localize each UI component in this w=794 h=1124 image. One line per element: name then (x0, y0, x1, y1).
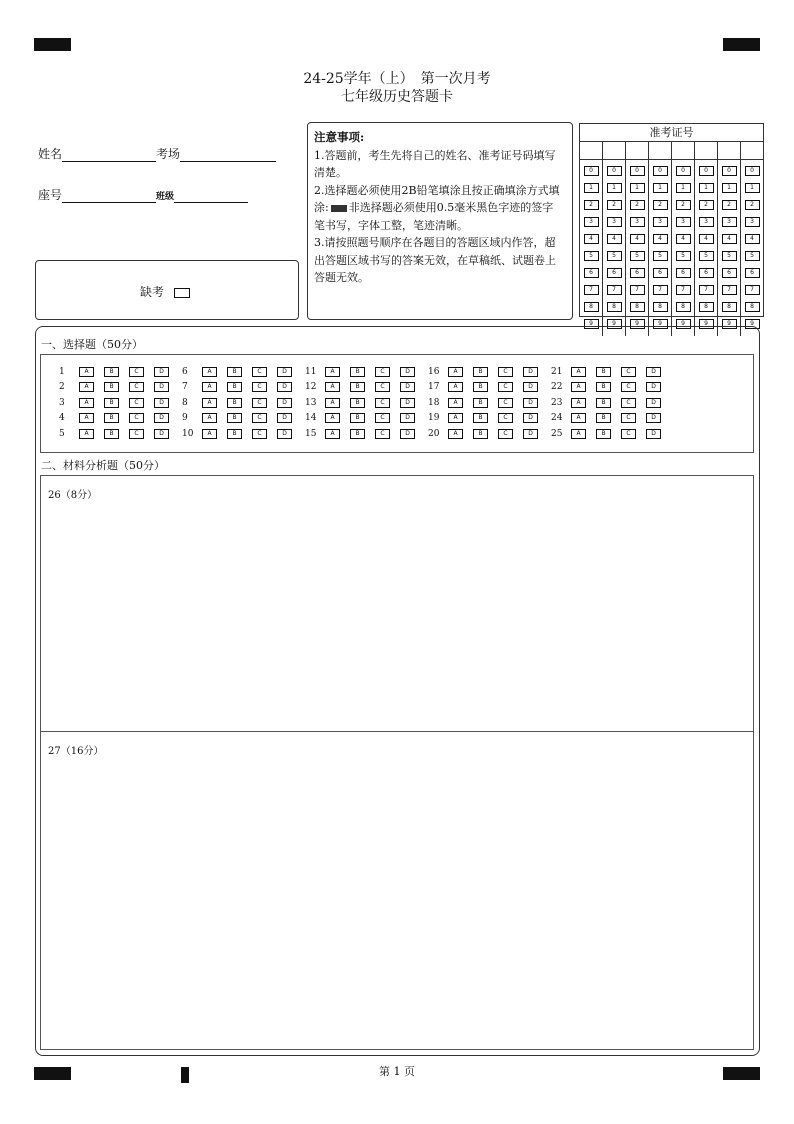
ticket-digit-bubble[interactable]: 2 (630, 200, 645, 210)
mc-option-bubble[interactable]: B (596, 398, 611, 408)
notice-item-2 (314, 182, 564, 235)
notice-item-2-after: 非选择题必须使用0.5毫米黑色字迹的签字笔书写，字体工整，笔迹清晰。 (314, 201, 554, 232)
mc-option-bubble[interactable]: B (104, 367, 119, 377)
mc-option-bubble[interactable]: D (523, 382, 538, 392)
mc-option-bubble[interactable]: D (646, 429, 661, 439)
ticket-write-cell[interactable] (580, 142, 603, 159)
mc-question-row (59, 398, 179, 408)
mc-option-bubble[interactable]: A (202, 367, 217, 377)
ticket-digit-bubble[interactable]: 8 (607, 302, 622, 312)
mc-option-bubble[interactable]: C (375, 398, 390, 408)
mc-question-number: 2 (59, 382, 65, 392)
ticket-digit-bubble[interactable]: 0 (699, 166, 714, 176)
mc-question-row (551, 367, 671, 377)
mc-option-bubble[interactable]: D (400, 382, 415, 392)
ticket-digit-bubble[interactable]: 7 (699, 285, 714, 295)
ticket-digit-bubble[interactable]: 9 (699, 319, 714, 329)
mc-question-row (428, 429, 548, 439)
mc-question-number: 12 (305, 382, 317, 392)
seat-row (38, 186, 248, 203)
mc-question-row (59, 367, 179, 377)
absent-checkbox[interactable] (174, 288, 190, 298)
mc-question-number: 8 (182, 398, 188, 408)
ticket-digit-bubble[interactable]: 3 (745, 217, 760, 227)
ticket-digit-bubble[interactable]: 6 (653, 268, 668, 278)
ticket-digit-bubble[interactable]: 1 (745, 183, 760, 193)
ticket-digit-bubble[interactable]: 1 (676, 183, 691, 193)
ticket-digit-bubble[interactable]: 0 (584, 166, 599, 176)
ticket-digit-bubble[interactable]: 2 (607, 200, 622, 210)
mc-question-number: 19 (428, 413, 440, 423)
ticket-digit-bubble[interactable]: 3 (607, 217, 622, 227)
mc-question-row (551, 429, 671, 439)
mc-option-bubble[interactable]: A (325, 429, 340, 439)
mc-option-bubble[interactable]: D (523, 398, 538, 408)
seat-label: 座号 (38, 188, 63, 202)
mc-option-bubble[interactable]: B (227, 413, 242, 423)
question-27-label: 27（16分） (48, 746, 104, 757)
ticket-digit-bubble[interactable]: 0 (607, 166, 622, 176)
mc-option-bubble[interactable]: B (104, 398, 119, 408)
title-line-2: 七年级历史答题卡 (341, 89, 453, 105)
multiple-choice-area (40, 354, 754, 453)
mc-option-bubble[interactable]: C (252, 429, 267, 439)
ticket-digit-bubble[interactable]: 5 (630, 251, 645, 261)
ticket-digit-bubble[interactable]: 7 (630, 285, 645, 295)
ticket-digit-bubble[interactable]: 3 (653, 217, 668, 227)
ticket-digit-columns (580, 160, 763, 336)
mc-option-bubble[interactable]: B (350, 367, 365, 377)
mc-option-bubble[interactable]: D (646, 413, 661, 423)
mc-option-bubble[interactable]: A (202, 398, 217, 408)
ticket-digit-bubble[interactable]: 5 (676, 251, 691, 261)
mc-option-bubble[interactable]: B (473, 429, 488, 439)
mc-option-bubble[interactable]: A (79, 429, 94, 439)
mc-option-bubble[interactable]: D (400, 398, 415, 408)
ticket-digit-bubble[interactable]: 0 (676, 166, 691, 176)
mc-option-bubble[interactable]: C (498, 413, 513, 423)
mc-option-bubble[interactable]: B (350, 413, 365, 423)
mc-question-number: 18 (428, 398, 440, 408)
mc-question-row (551, 382, 671, 392)
mc-option-bubble[interactable]: C (621, 382, 636, 392)
mc-option-bubble[interactable]: B (596, 367, 611, 377)
ticket-digit-bubble[interactable]: 7 (584, 285, 599, 295)
mc-question-number: 9 (182, 413, 188, 423)
absent-panel (35, 260, 299, 320)
mc-option-bubble[interactable]: A (202, 382, 217, 392)
mc-question-number: 17 (428, 382, 440, 392)
mc-option-bubble[interactable]: A (325, 413, 340, 423)
ticket-digit-bubble[interactable]: 7 (745, 285, 760, 295)
mc-option-bubble[interactable]: B (596, 382, 611, 392)
mc-option-bubble[interactable]: A (571, 382, 586, 392)
page-number: 第 1 页 (379, 1065, 415, 1078)
ticket-digit-bubble[interactable]: 6 (584, 268, 599, 278)
mc-question-row (59, 382, 179, 392)
title-line-1: 24-25学年（上） 第一次月考 (303, 71, 491, 87)
mc-question-number: 4 (59, 413, 65, 423)
mc-option-bubble[interactable]: B (350, 429, 365, 439)
mc-option-bubble[interactable]: C (375, 382, 390, 392)
registration-mark-top-right (723, 38, 760, 51)
ticket-digit-bubble[interactable]: 1 (653, 183, 668, 193)
ticket-digit-bubble[interactable]: 3 (722, 217, 737, 227)
ticket-digit-bubble[interactable]: 7 (653, 285, 668, 295)
mc-question-number: 7 (182, 382, 188, 392)
mc-question-number: 25 (551, 429, 563, 439)
ticket-digit-bubble[interactable]: 1 (584, 183, 599, 193)
mc-option-bubble[interactable]: A (448, 398, 463, 408)
ticket-digit-bubble[interactable]: 8 (722, 302, 737, 312)
ticket-digit-bubble[interactable]: 8 (676, 302, 691, 312)
mc-question-number: 13 (305, 398, 317, 408)
exam-room-label: 考场 (156, 147, 181, 161)
mc-option-bubble[interactable]: D (646, 367, 661, 377)
ticket-digit-bubble[interactable]: 4 (699, 234, 714, 244)
ticket-digit-bubble[interactable]: 3 (584, 217, 599, 227)
mc-option-bubble[interactable]: D (154, 429, 169, 439)
ticket-digit-bubble[interactable]: 6 (630, 268, 645, 278)
mc-question-row (182, 429, 302, 439)
mc-option-bubble[interactable]: A (202, 413, 217, 423)
answer-area-27[interactable] (40, 731, 754, 1050)
mc-question-number: 16 (428, 367, 440, 377)
mc-option-bubble[interactable]: B (473, 382, 488, 392)
mc-option-bubble[interactable]: B (350, 382, 365, 392)
mc-option-bubble[interactable]: C (621, 367, 636, 377)
ticket-write-cell[interactable] (718, 142, 741, 159)
mc-option-bubble[interactable]: D (277, 413, 292, 423)
mc-option-bubble[interactable]: C (498, 429, 513, 439)
mc-question-row (59, 429, 179, 439)
mc-question-row (305, 367, 425, 377)
section1-label: 一、选择题（50分） (41, 338, 143, 351)
mc-option-bubble[interactable]: C (375, 367, 390, 377)
ticket-digit-column (580, 160, 603, 336)
mc-option-bubble[interactable]: B (104, 429, 119, 439)
mc-option-bubble[interactable]: D (523, 429, 538, 439)
ticket-digit-column (695, 160, 718, 336)
mc-option-bubble[interactable]: C (129, 429, 144, 439)
mc-option-bubble[interactable]: D (277, 398, 292, 408)
notice-panel (307, 122, 573, 320)
mc-option-bubble[interactable]: C (129, 367, 144, 377)
ticket-digit-bubble[interactable]: 6 (607, 268, 622, 278)
ticket-digit-bubble[interactable]: 5 (699, 251, 714, 261)
mc-option-bubble[interactable]: B (596, 413, 611, 423)
ticket-digit-bubble[interactable]: 4 (607, 234, 622, 244)
ticket-digit-column (626, 160, 649, 336)
ticket-digit-bubble[interactable]: 4 (584, 234, 599, 244)
ticket-digit-column (603, 160, 626, 336)
seat-field[interactable] (62, 190, 156, 203)
ticket-digit-bubble[interactable]: 3 (630, 217, 645, 227)
mc-option-bubble[interactable]: C (621, 429, 636, 439)
ticket-digit-bubble[interactable]: 1 (607, 183, 622, 193)
ticket-digit-bubble[interactable]: 2 (653, 200, 668, 210)
mc-question-row (551, 413, 671, 423)
ticket-digit-bubble[interactable]: 9 (676, 319, 691, 329)
mc-option-bubble[interactable]: C (375, 413, 390, 423)
ticket-digit-bubble[interactable]: 8 (699, 302, 714, 312)
ticket-digit-bubble[interactable]: 7 (722, 285, 737, 295)
mc-question-row (59, 413, 179, 423)
mc-option-bubble[interactable]: C (129, 398, 144, 408)
ticket-digit-bubble[interactable]: 8 (745, 302, 760, 312)
ticket-digit-bubble[interactable]: 0 (630, 166, 645, 176)
mc-question-row (305, 382, 425, 392)
ticket-digit-bubble[interactable]: 0 (745, 166, 760, 176)
ticket-digit-bubble[interactable]: 9 (584, 319, 599, 329)
question-26-label: 26（8分） (48, 490, 98, 501)
mc-option-bubble[interactable]: B (473, 367, 488, 377)
ticket-write-cell[interactable] (626, 142, 649, 159)
name-label: 姓名 (38, 147, 63, 161)
ticket-digit-bubble[interactable]: 8 (584, 302, 599, 312)
ticket-digit-bubble[interactable]: 5 (607, 251, 622, 261)
mc-question-row (428, 382, 548, 392)
mc-option-bubble[interactable]: C (252, 367, 267, 377)
ticket-digit-bubble[interactable]: 8 (630, 302, 645, 312)
notice-title: 注意事项: (314, 130, 365, 144)
mc-question-number: 24 (551, 413, 563, 423)
mc-question-number: 14 (305, 413, 317, 423)
ticket-digit-bubble[interactable]: 7 (676, 285, 691, 295)
section2-label: 二、材料分析题（50分） (41, 459, 165, 472)
mc-option-bubble[interactable]: D (154, 367, 169, 377)
mc-option-bubble[interactable]: B (473, 398, 488, 408)
name-row (38, 145, 276, 162)
mc-option-bubble[interactable]: C (129, 413, 144, 423)
mc-option-bubble[interactable]: C (252, 413, 267, 423)
ticket-write-cell[interactable] (649, 142, 672, 159)
ticket-title: 准考证号 (580, 124, 763, 142)
mc-question-number: 3 (59, 398, 65, 408)
ticket-digit-bubble[interactable]: 9 (630, 319, 645, 329)
mc-question-row (305, 398, 425, 408)
mc-option-bubble[interactable]: A (79, 382, 94, 392)
ticket-write-cell[interactable] (672, 142, 695, 159)
mc-option-bubble[interactable]: A (571, 429, 586, 439)
mc-option-bubble[interactable]: A (448, 367, 463, 377)
mc-option-bubble[interactable]: D (400, 367, 415, 377)
mc-option-bubble[interactable]: B (227, 382, 242, 392)
ticket-digit-bubble[interactable]: 0 (722, 166, 737, 176)
ticket-digit-bubble[interactable]: 9 (745, 319, 760, 329)
ticket-digit-bubble[interactable]: 6 (722, 268, 737, 278)
mc-question-row (428, 367, 548, 377)
mc-question-row (305, 413, 425, 423)
notice-item-3: 3.请按照题号顺序在各题目的答题区域内作答，超出答题区域书写的答案无效，在草稿纸、试题卷上答题无效。 (314, 236, 556, 284)
mc-question-number: 15 (305, 429, 317, 439)
mc-option-bubble[interactable]: C (498, 382, 513, 392)
ticket-write-row (580, 142, 763, 160)
ticket-digit-bubble[interactable]: 4 (722, 234, 737, 244)
mc-question-row (305, 429, 425, 439)
ticket-digit-column (649, 160, 672, 336)
mc-option-bubble[interactable]: A (79, 367, 94, 377)
ticket-digit-bubble[interactable]: 5 (745, 251, 760, 261)
mc-option-bubble[interactable]: A (325, 382, 340, 392)
mc-option-bubble[interactable]: A (325, 367, 340, 377)
exam-room-field[interactable] (180, 149, 276, 162)
mc-question-row (182, 382, 302, 392)
ticket-digit-bubble[interactable]: 4 (630, 234, 645, 244)
ticket-digit-bubble[interactable]: 1 (722, 183, 737, 193)
mc-option-bubble[interactable]: D (400, 413, 415, 423)
mc-option-bubble[interactable]: B (227, 398, 242, 408)
notice-item-2-before: 2.选择题必须使用2B铅笔填涂且按正确填涂方式填涂: (314, 183, 560, 214)
mc-option-bubble[interactable]: D (154, 413, 169, 423)
ticket-write-cell[interactable] (603, 142, 626, 159)
ticket-write-cell[interactable] (695, 142, 718, 159)
mc-option-bubble[interactable]: B (596, 429, 611, 439)
mc-option-bubble[interactable]: C (252, 398, 267, 408)
ticket-digit-bubble[interactable]: 9 (607, 319, 622, 329)
notice-item-1: 1.答题前，考生先将自己的姓名、准考证号码填写清楚。 (314, 148, 556, 179)
mc-option-bubble[interactable]: C (252, 382, 267, 392)
class-label: 班级 (156, 192, 175, 202)
mc-option-bubble[interactable]: A (571, 413, 586, 423)
mc-option-bubble[interactable]: A (79, 413, 94, 423)
name-field[interactable] (62, 149, 156, 162)
mc-option-bubble[interactable]: A (571, 398, 586, 408)
ticket-digit-bubble[interactable]: 1 (699, 183, 714, 193)
registration-mark-top-left (34, 38, 71, 51)
answer-area-26[interactable] (40, 475, 754, 732)
mc-question-number: 20 (428, 429, 440, 439)
mc-option-bubble[interactable]: A (448, 382, 463, 392)
mc-option-bubble[interactable]: B (104, 382, 119, 392)
mc-option-bubble[interactable]: B (350, 398, 365, 408)
mc-option-bubble[interactable]: A (325, 398, 340, 408)
mc-question-number: 10 (182, 429, 194, 439)
ticket-digit-bubble[interactable]: 0 (653, 166, 668, 176)
ticket-digit-bubble[interactable]: 6 (745, 268, 760, 278)
ticket-write-cell[interactable] (741, 142, 763, 159)
mc-question-row (182, 413, 302, 423)
mc-option-bubble[interactable]: C (129, 382, 144, 392)
ticket-digit-bubble[interactable]: 2 (676, 200, 691, 210)
mc-option-bubble[interactable]: C (498, 398, 513, 408)
filled-mark-example (331, 205, 347, 212)
mc-option-bubble[interactable]: C (498, 367, 513, 377)
mc-question-row (182, 398, 302, 408)
mc-option-bubble[interactable]: A (448, 413, 463, 423)
ticket-digit-bubble[interactable]: 3 (676, 217, 691, 227)
ticket-digit-bubble[interactable]: 4 (653, 234, 668, 244)
ticket-digit-bubble[interactable]: 8 (653, 302, 668, 312)
ticket-digit-bubble[interactable]: 2 (745, 200, 760, 210)
mc-option-bubble[interactable]: C (375, 429, 390, 439)
ticket-digit-bubble[interactable]: 6 (699, 268, 714, 278)
mc-option-bubble[interactable]: D (523, 413, 538, 423)
absent-label: 缺考 (140, 285, 165, 299)
ticket-digit-bubble[interactable]: 1 (630, 183, 645, 193)
absent-row (140, 283, 190, 300)
ticket-digit-column (672, 160, 695, 336)
mc-option-bubble[interactable]: D (277, 429, 292, 439)
mc-option-bubble[interactable]: D (646, 398, 661, 408)
ticket-digit-bubble[interactable]: 6 (676, 268, 691, 278)
mc-option-bubble[interactable]: D (154, 398, 169, 408)
mc-question-number: 1 (59, 367, 65, 377)
mc-question-row (551, 398, 671, 408)
ticket-digit-bubble[interactable]: 9 (653, 319, 668, 329)
mc-option-bubble[interactable]: D (277, 382, 292, 392)
mc-question-number: 5 (59, 429, 65, 439)
ticket-digit-bubble[interactable]: 4 (676, 234, 691, 244)
ticket-digit-bubble[interactable]: 2 (584, 200, 599, 210)
mc-option-bubble[interactable]: B (227, 429, 242, 439)
mc-question-number: 23 (551, 398, 563, 408)
ticket-digit-column (718, 160, 741, 336)
mc-option-bubble[interactable]: B (227, 367, 242, 377)
mc-option-bubble[interactable]: B (104, 413, 119, 423)
mc-option-bubble[interactable]: C (621, 398, 636, 408)
ticket-number-grid (579, 123, 764, 327)
mc-question-number: 11 (305, 367, 317, 377)
ticket-digit-bubble[interactable]: 5 (722, 251, 737, 261)
mc-option-bubble[interactable]: D (646, 382, 661, 392)
mc-question-row (428, 413, 548, 423)
mc-option-bubble[interactable]: D (154, 382, 169, 392)
mc-option-bubble[interactable]: D (523, 367, 538, 377)
mc-option-bubble[interactable]: A (79, 398, 94, 408)
mc-option-bubble[interactable]: A (202, 429, 217, 439)
mc-question-number: 22 (551, 382, 563, 392)
class-field[interactable] (174, 190, 248, 203)
mc-option-bubble[interactable]: A (448, 429, 463, 439)
mc-question-row (428, 398, 548, 408)
ticket-digit-bubble[interactable]: 5 (653, 251, 668, 261)
mc-question-number: 21 (551, 367, 563, 377)
ticket-digit-bubble[interactable]: 7 (607, 285, 622, 295)
mc-option-bubble[interactable]: D (277, 367, 292, 377)
ticket-digit-bubble[interactable]: 5 (584, 251, 599, 261)
mc-option-bubble[interactable]: C (621, 413, 636, 423)
ticket-digit-column (741, 160, 763, 336)
mc-option-bubble[interactable]: A (571, 367, 586, 377)
mc-option-bubble[interactable]: D (400, 429, 415, 439)
mc-question-number: 6 (182, 367, 188, 377)
mc-option-bubble[interactable]: B (473, 413, 488, 423)
ticket-digit-bubble[interactable]: 2 (699, 200, 714, 210)
ticket-digit-bubble[interactable]: 9 (722, 319, 737, 329)
ticket-digit-bubble[interactable]: 3 (699, 217, 714, 227)
ticket-digit-bubble[interactable]: 4 (745, 234, 760, 244)
ticket-digit-bubble[interactable]: 2 (722, 200, 737, 210)
mc-question-row (182, 367, 302, 377)
